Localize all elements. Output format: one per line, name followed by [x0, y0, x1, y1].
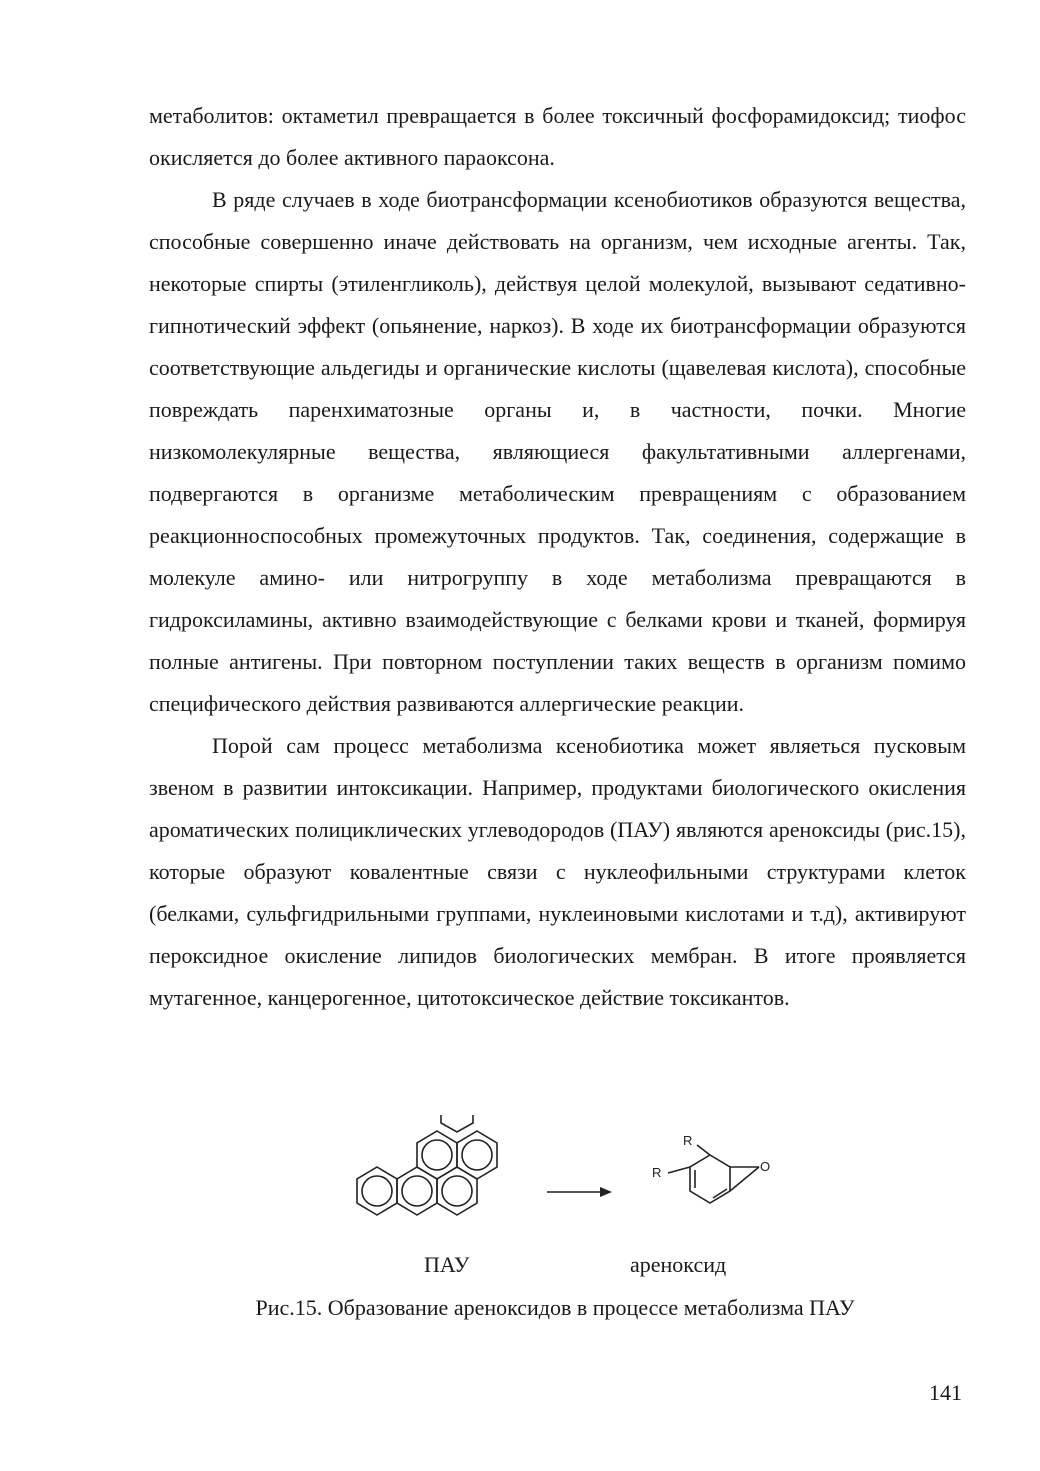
reaction-diagram — [300, 1115, 780, 1245]
reaction-arrow — [547, 1187, 612, 1197]
pah-structure — [357, 1115, 497, 1215]
body-text — [149, 95, 966, 1019]
label-pah: ПАУ — [424, 1252, 470, 1277]
page-number: 141 — [929, 1380, 962, 1405]
atom-o: O — [760, 1159, 771, 1174]
paragraph-1: метаболитов: октаметил превращается в более токсичный фосфорамидоксид; тиофос окисляется до более активного параоксона. — [149, 103, 966, 170]
paragraph-3: Порой сам процесс метаболизма ксенобиотика может являеться пусковым звеном в развитии интоксикации. Например, продуктами биологического окисления ароматических полициклических углеводородов (ПАУ) являются ареноксиды (рис.15), которые образуют ковалентные связи с нуклеофильными структурами клеток (белками, сульфгидрильными группами, нуклеиновыми кислотами и т.д), активируют пероксидное окисление липидов биологических мембран. В итоге проявляется мутагенное, канцерогенное, цитотоксическое действие токсикантов. — [149, 733, 966, 1010]
atom-r-left: R — [652, 1165, 662, 1180]
figure-caption: Рис.15. Образование ареноксидов в процессе метаболизма ПАУ — [255, 1295, 855, 1320]
paragraph-2: В ряде случаев в ходе биотрансформации ксенобиотиков образуются вещества, способные совершенно иначе действовать на организм, чем исходные агенты. Так, некоторые спирты (этиленгликоль), действуя целой молекулой, вызывают седативно-гипнотический эффект (опьянение, наркоз). В ходе их биотрансформации образуются соответствующие альдегиды и органические кислоты (щавелевая кислота), способные повреждать паренхиматозные органы и, в частности, почки. Многие низкомолекулярные вещества, являющиеся факультативными аллергенами, подвергаются в организме метаболическим превращениям с образованием реакционноспособных промежуточных продуктов. Так, соединения, содержащие в молекуле амино- или нитрогруппу в ходе метаболизма превращаются в гидроксиламины, активно взаимодействующие с белками крови и тканей, формируя полные антигены. При повторном поступлении таких веществ в организм помимо специфического действия развиваются аллергические реакции. — [149, 187, 966, 716]
atom-r-top: R — [683, 1133, 693, 1148]
arene-oxide-structure — [652, 1133, 770, 1203]
label-arene-oxide: ареноксид — [630, 1252, 727, 1277]
